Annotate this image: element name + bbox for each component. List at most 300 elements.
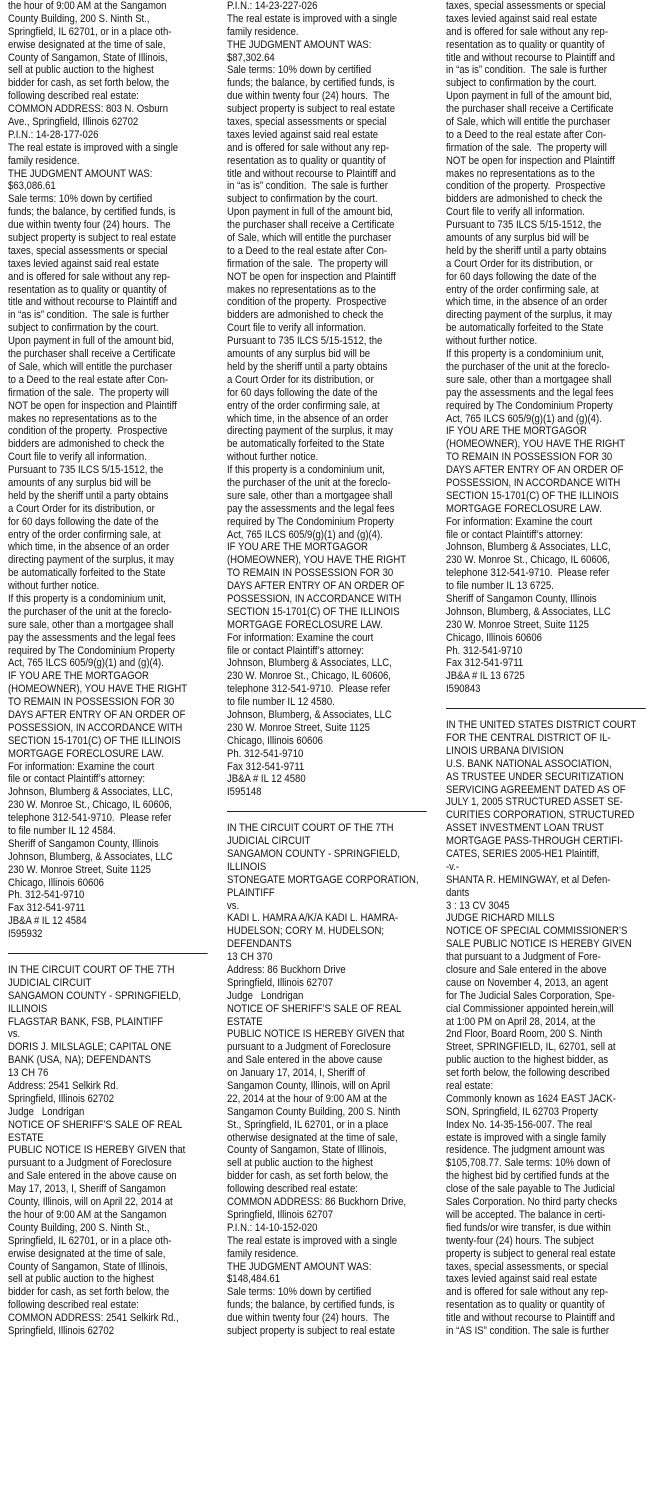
notice-line: SANGAMON COUNTY - SPRINGFIELD, xyxy=(227,848,401,860)
notice-line: the purchaser shall receive a Certificate xyxy=(8,348,176,361)
notice-line: -v.- xyxy=(446,860,460,873)
notice-line: cial Commissioner appointed herein,will xyxy=(446,1002,614,1015)
notice-line: Springfield, Illinois 62702 xyxy=(8,1092,115,1105)
notice-line: of Sale, which will entitle the purchaser xyxy=(8,360,173,373)
notice-line: pay the assessments and the legal fees xyxy=(227,502,395,515)
notice-line: and Sale entered in the above cause on xyxy=(8,1170,177,1183)
notice-line: DAYS AFTER ENTRY OF AN ORDER OF xyxy=(8,708,186,721)
notice-line: I595932 xyxy=(8,928,43,941)
notice-line: subject to confirmation by the court. xyxy=(446,77,597,90)
notice-line: be automatically forfeited to the State xyxy=(8,567,166,580)
notice-line: bidder for cash, as set forth below, the xyxy=(8,77,170,90)
notice-line: IN THE CIRCUIT COURT OF THE 7TH xyxy=(227,822,394,835)
notice-line: FLAGSTAR BANK, FSB, PLAINTIFF xyxy=(8,1015,164,1028)
notice-line: residence. The judgment amount was xyxy=(446,1144,605,1157)
notice-line: JUDICIAL CIRCUIT xyxy=(227,835,311,848)
notice-line: telephone 312-541-9710. Please refer xyxy=(8,812,172,825)
notice-line: to file number IL 13 6725. xyxy=(446,580,554,593)
notice-line: Act, 765 ILCS 605/9(g)(1) and (g)(4). xyxy=(8,657,164,670)
notice-line: Ave., Springfield, Illinois 62702 xyxy=(8,116,139,129)
notice-line: NOT be open for inspection and Plaintiff xyxy=(8,399,177,412)
notice-line: bidder for cash, as set forth below, the xyxy=(227,1170,389,1183)
notice-line: erwise designated at the time of sale, xyxy=(8,38,166,51)
notice-line: twenty-four (24) hours. The subject xyxy=(446,1234,594,1247)
notice-line: NOTICE OF SHERIFF’S SALE OF REAL xyxy=(227,1002,402,1015)
notice-line: SECTION 15-1701(C) OF THE ILLINOIS xyxy=(446,489,619,502)
notice-line: THE JUDGMENT AMOUNT WAS: xyxy=(227,1260,372,1273)
notice-line: title and without recourse to Plaintiff and xyxy=(227,167,396,180)
notice-line: COMMON ADDRESS: 803 N. Osburn xyxy=(8,103,169,116)
notice-line: 230 W. Monroe St., Chicago, IL 60606, xyxy=(227,670,391,683)
notice-line: makes no representations as to the xyxy=(8,412,157,425)
notice-line: vs. xyxy=(8,1028,21,1041)
notice-line: HUDELSON; CORY M. HUDELSON; xyxy=(227,925,385,938)
notice-line: Sangamon County, Illinois, will on April xyxy=(227,1080,391,1093)
notice-line: taxes, special assessments, or special xyxy=(446,1260,609,1273)
notice-line: without further notice. xyxy=(8,580,100,593)
notice-line: and is offered for sale without any rep- xyxy=(227,141,390,154)
notice-line: pursuant to a Judgment of Foreclosure xyxy=(8,1157,172,1170)
notice-line: sell at public auction to the highest xyxy=(8,64,154,77)
notice-line: taxes levied against said real estate xyxy=(8,257,160,270)
notice-line: POSSESSION, IN ACCORDANCE WITH xyxy=(446,476,621,489)
notice-line: property is subject to general real estate xyxy=(446,1247,616,1260)
notice-line: which time, in the absence of an order xyxy=(8,541,170,554)
notice-line: NOT be open for inspection and Plaintiff xyxy=(446,154,615,167)
notice-line: Ph. 312-541-9710 xyxy=(8,889,85,902)
notice-line: 13 CH 76 xyxy=(8,1067,49,1080)
notice-line: COMMON ADDRESS: 2541 Selkirk Rd., xyxy=(8,1312,179,1325)
notice-line: on January 17, 2014, I, Sheriff of xyxy=(227,1067,366,1080)
notice-line: for The Judicial Sales Corporation, Spe- xyxy=(446,989,615,1002)
notice-line: fied funds/or wire transfer, is due within xyxy=(446,1221,611,1234)
notice-line: IF YOU ARE THE MORTGAGOR xyxy=(227,541,368,554)
notice-line: subject property is subject to real estate xyxy=(227,1324,396,1337)
notice-separator xyxy=(446,708,646,709)
notice-line: JULY 1, 2005 STRUCTURED ASSET SE- xyxy=(446,796,623,809)
notice-line: and is offered for sale without any rep- xyxy=(446,1286,609,1299)
notice-line: IF YOU ARE THE MORTGAGOR xyxy=(446,425,587,438)
notice-line: County of Sangamon, State of Illinois, xyxy=(8,1260,168,1273)
notice-line: taxes levied against said real estate xyxy=(446,12,598,25)
notice-line: Court file to verify all information. xyxy=(8,451,147,464)
notice-line: the purchaser of the unit at the foreclo- xyxy=(8,605,172,618)
notice-line: Sangamon County Building, 200 S. Ninth xyxy=(227,1105,401,1118)
notice-line: resentation as to quality or quantity of xyxy=(8,283,167,296)
notice-line: Sale terms: 10% down by certified xyxy=(227,1286,372,1299)
notice-line: St., Springfield, IL 62701, or in a place xyxy=(227,1118,389,1131)
notice-line: For information: Examine the court xyxy=(8,760,155,773)
notice-line: following described real estate: xyxy=(8,90,139,103)
notice-line: the hour of 9:00 AM at the Sangamon xyxy=(8,0,167,12)
notice-line: The real estate is improved with a single xyxy=(227,12,398,25)
notice-separator xyxy=(227,811,427,812)
notice-line: directing payment of the surplus, it may xyxy=(446,309,612,322)
notice-line: (HOMEOWNER), YOU HAVE THE RIGHT xyxy=(446,438,626,451)
notice-line: pay the assessments and the legal fees xyxy=(8,631,176,644)
notice-line: KADI L. HAMRA A/K/A KADI L. HAMRA- xyxy=(227,912,399,925)
notice-line: DAYS AFTER ENTRY OF AN ORDER OF xyxy=(446,464,624,477)
notice-line: family residence. xyxy=(227,1247,299,1260)
notice-line: subject to confirmation by the court. xyxy=(8,322,159,335)
notice-line: FOR THE CENTRAL DISTRICT OF IL- xyxy=(446,731,611,744)
notice-line: POSSESSION, IN ACCORDANCE WITH xyxy=(8,721,183,734)
notice-line: IN THE UNITED STATES DISTRICT COURT xyxy=(446,719,637,732)
legal-notice xyxy=(227,0,427,799)
notice-line: pursuant to a Judgment of Foreclosure xyxy=(227,1041,391,1054)
notice-line: to a Deed to the real estate after Con- xyxy=(446,128,607,141)
notice-line: in “as is” condition. The sale is further xyxy=(8,309,169,322)
notice-line: dants xyxy=(446,886,470,899)
notice-line: public auction to the highest bidder, as xyxy=(446,1054,609,1067)
notice-line: Johnson, Blumberg, & Associates, LLC xyxy=(8,850,173,863)
notice-line: taxes, special assessments or special xyxy=(8,244,168,257)
notice-line: for 60 days following the date of the xyxy=(8,515,159,528)
notice-line: makes no representations as to the xyxy=(446,167,595,180)
notice-line: MORTGAGE FORECLOSURE LAW. xyxy=(446,502,602,515)
notice-line: the purchaser shall receive a Certificate xyxy=(446,103,614,116)
notice-line: $105,708.77. Sale terms: 10% down of xyxy=(446,1157,611,1170)
notice-line: I595148 xyxy=(227,786,262,799)
notice-line: 3 : 13 CV 3045 xyxy=(446,899,510,912)
legal-notice xyxy=(227,822,427,1338)
notice-line: Sheriff of Sangamon County, Illinois xyxy=(446,592,597,605)
notice-line: MORTGAGE PASS-THROUGH CERTIFI- xyxy=(446,835,623,848)
notice-line: For information: Examine the court xyxy=(446,515,593,528)
notice-line: JB&A # IL 13 6725 xyxy=(446,670,525,683)
notice-line: CATES, SERIES 2005-HE1 Plaintiff, xyxy=(446,848,600,860)
legal-notice xyxy=(446,0,646,696)
notice-line: title and without recourse to Plaintiff and xyxy=(8,296,177,309)
notice-line: be automatically forfeited to the State xyxy=(227,438,385,451)
notice-line: 230 W. Monroe Street, Suite 1125 xyxy=(446,618,589,631)
notice-line: and is offered for sale without any rep- xyxy=(446,25,609,38)
notice-line: BANK (USA, NA); DEFENDANTS xyxy=(8,1054,152,1067)
notice-line: Springfield, Illinois 62707 xyxy=(227,976,334,989)
notice-line: STONEGATE MORTGAGE CORPORATION, xyxy=(227,873,419,886)
notice-line: Ph. 312-541-9710 xyxy=(227,747,304,760)
notice-line: IF YOU ARE THE MORTGAGOR xyxy=(8,670,149,683)
notice-line: in “as is” condition. The sale is further xyxy=(446,64,607,77)
notice-line: Commonly known as 1624 EAST JACK- xyxy=(446,1092,616,1105)
notice-line: Fax 312-541-9711 xyxy=(227,760,305,773)
notice-line: taxes, special assessments or special xyxy=(446,0,606,12)
notice-line: bidders are admonished to check the xyxy=(446,193,603,206)
notice-line: following described real estate: xyxy=(227,1183,358,1196)
notice-line: ILLINOIS xyxy=(227,860,267,873)
legal-notice xyxy=(8,964,208,1338)
notice-line: without further notice. xyxy=(227,451,319,464)
notice-line: (HOMEOWNER), YOU HAVE THE RIGHT xyxy=(227,554,407,567)
notice-line: Pursuant to 735 ILCS 5/15-1512, the xyxy=(227,335,383,348)
notice-line: PLAINTIFF xyxy=(227,886,275,899)
notice-line: DEFENDANTS xyxy=(227,938,292,951)
notice-line: taxes, special assessments or special xyxy=(227,116,387,129)
notice-line: JB&A # IL 12 4580 xyxy=(227,773,306,786)
notice-line: Chicago, Illinois 60606 xyxy=(227,734,323,747)
notice-line: of Sale, which will entitle the purchaser xyxy=(227,232,392,245)
legal-notice xyxy=(446,719,646,1338)
notice-line: set forth below, the following described xyxy=(446,1067,610,1080)
notice-line: The real estate is improved with a single xyxy=(227,1234,398,1247)
notice-line: Ph. 312-541-9710 xyxy=(446,644,523,657)
notice-line: file or contact Plaintiff’s attorney: xyxy=(227,644,365,657)
notice-line: Sheriff of Sangamon County, Illinois xyxy=(8,837,159,850)
notice-line: family residence. xyxy=(8,154,80,167)
notice-line: sell at public auction to the highest xyxy=(8,1273,154,1286)
notice-line: funds; the balance, by certified funds, is xyxy=(227,1299,395,1312)
notice-line: Index No. 14-35-156-007. The real xyxy=(446,1118,593,1131)
notice-line: held by the sheriff until a party obtains xyxy=(227,360,388,373)
notice-line: following described real estate: xyxy=(8,1299,139,1312)
notice-line: Chicago, Illinois 60606 xyxy=(446,631,542,644)
notice-line: taxes levied against said real estate xyxy=(227,128,379,141)
notice-line: Act, 765 ILCS 605/9(g)(1) and (g)(4). xyxy=(446,412,602,425)
notice-line: $87,302.64 xyxy=(227,51,275,64)
notice-line: resentation as to quality or quantity of xyxy=(227,154,386,167)
notice-line: Address: 86 Buckhorn Drive xyxy=(227,964,346,977)
notice-line: firmation of the sale. The property will xyxy=(446,141,607,154)
notice-line: County, Illinois, will on April 22, 2014 at xyxy=(8,1196,173,1209)
notice-line: Johnson, Blumberg & Associates, LLC, xyxy=(446,541,611,554)
column-1 xyxy=(8,0,208,1510)
notice-line: funds; the balance, by certified funds, is xyxy=(8,206,176,219)
notice-line: 230 W. Monroe Street, Suite 1125 xyxy=(8,863,151,876)
notice-line: for 60 days following the date of the xyxy=(446,270,597,283)
notice-line: subject property is subject to real estate xyxy=(8,232,177,245)
notice-line: entry of the order confirming sale, at xyxy=(227,399,380,412)
notice-line: to a Deed to the real estate after Con- xyxy=(227,244,388,257)
notice-line: estate is improved with a single family xyxy=(446,1131,607,1144)
notice-line: Johnson, Blumberg & Associates, LLC, xyxy=(8,786,173,799)
notice-line: LINOIS URBANA DIVISION xyxy=(446,744,564,757)
notice-line: file or contact Plaintiff’s attorney: xyxy=(8,773,146,786)
notice-line: close of the sale payable to The Judicial xyxy=(446,1183,615,1196)
notice-line: Sales Corporation. No third party checks xyxy=(446,1196,618,1209)
notice-line: MORTGAGE FORECLOSURE LAW. xyxy=(8,747,164,760)
notice-line: sure sale, other than a mortgagee shall xyxy=(227,489,393,502)
notice-line: U.S. BANK NATIONAL ASSOCIATION, xyxy=(446,757,612,770)
notice-line: which time, in the absence of an order xyxy=(227,412,389,425)
notice-line: 13 CH 370 xyxy=(227,951,273,964)
column-3 xyxy=(446,0,646,1510)
notice-line: required by The Condominium Property xyxy=(446,399,613,412)
notice-line: directing payment of the surplus, it may xyxy=(8,554,174,567)
notice-line: May 17, 2013, I, Sheriff of Sangamon xyxy=(8,1183,166,1196)
notice-line: TO REMAIN IN POSSESSION FOR 30 xyxy=(8,696,175,709)
notice-line: makes no representations as to the xyxy=(227,283,376,296)
notice-line: IN THE CIRCUIT COURT OF THE 7TH xyxy=(8,964,175,977)
notice-line: TO REMAIN IN POSSESSION FOR 30 xyxy=(227,567,394,580)
notice-line: THE JUDGMENT AMOUNT WAS: xyxy=(227,38,372,51)
notice-line: County of Sangamon, State of Illinois, xyxy=(8,51,168,64)
notice-line: ILLINOIS xyxy=(8,1002,48,1015)
notice-line: Act, 765 ILCS 605/9(g)(1) and (g)(4). xyxy=(227,528,383,541)
notice-line: vs. xyxy=(227,899,240,912)
notice-line: funds; the balance, by certified funds, is xyxy=(227,77,395,90)
notice-line: a Court Order for its distribution, or xyxy=(227,373,374,386)
notice-line: title and without recourse to Plaintiff and xyxy=(446,51,615,64)
notice-line: 230 W. Monroe Street, Suite 1125 xyxy=(227,721,370,734)
notice-line: P.I.N.: 14-23-227-026 xyxy=(227,0,318,12)
notice-line: firmation of the sale. The property will xyxy=(8,386,169,399)
legal-notice xyxy=(8,0,208,941)
notice-line: that pursuant to a Judgment of Fore- xyxy=(446,951,601,964)
notice-line: Judge Londrigan xyxy=(227,989,304,1002)
notice-line: For information: Examine the court xyxy=(227,631,374,644)
notice-line: JUDICIAL CIRCUIT xyxy=(8,976,92,989)
notice-line: the hour of 9:00 AM at the Sangamon xyxy=(8,1208,167,1221)
notice-line: and is offered for sale without any rep- xyxy=(8,270,171,283)
notice-line: for 60 days following the date of the xyxy=(227,386,378,399)
notice-line: bidders are admonished to check the xyxy=(227,309,384,322)
notice-line: pay the assessments and the legal fees xyxy=(446,386,614,399)
notice-line: to file number IL 12 4580. xyxy=(227,696,335,709)
notice-line: without further notice. xyxy=(446,335,538,348)
notice-line: subject property is subject to real estate xyxy=(227,103,396,116)
notice-line: Upon payment in full of the amount bid, xyxy=(446,90,612,103)
notice-line: Fax 312-541-9711 xyxy=(446,657,524,670)
notice-line: the purchaser of the unit at the foreclo- xyxy=(446,360,610,373)
notice-line: SON, Springfield, IL 62703 Property xyxy=(446,1105,598,1118)
notice-line: $148,484.61 xyxy=(227,1273,281,1286)
notice-line: sure sale, other than a mortgagee shall xyxy=(446,373,612,386)
notice-line: AS TRUSTEE UNDER SECURITIZATION xyxy=(446,770,624,783)
notice-line: 2nd Floor, Board Room, 200 S. Ninth xyxy=(446,1028,603,1041)
notice-line: amounts of any surplus bid will be xyxy=(8,476,152,489)
notice-line: due within twenty four (24) hours. The xyxy=(227,90,390,103)
notice-line: in “AS IS” condition. The sale is further xyxy=(446,1324,610,1337)
notice-line: 230 W. Monroe St., Chicago, IL 60606, xyxy=(446,554,610,567)
notice-line: JB&A # IL 12 4584 xyxy=(8,915,87,928)
notice-line: due within twenty four (24) hours. The xyxy=(8,219,171,232)
notice-line: a Court Order for its distribution, or xyxy=(8,502,155,515)
notice-line: sure sale, other than a mortgagee shall xyxy=(8,618,174,631)
notice-line: MORTGAGE FORECLOSURE LAW. xyxy=(227,618,383,631)
notice-line: PUBLIC NOTICE IS HEREBY GIVEN that xyxy=(8,1144,186,1157)
notice-line: Fax 312-541-9711 xyxy=(8,902,86,915)
notice-line: Court file to verify all information. xyxy=(446,206,585,219)
notice-line: CURITIES CORPORATION, STRUCTURED xyxy=(446,809,635,822)
notice-line: County Building, 200 S. Ninth St., xyxy=(8,1221,150,1234)
notice-line: entry of the order confirming sale, at xyxy=(446,283,599,296)
notice-line: held by the sheriff until a party obtains xyxy=(446,244,607,257)
notice-line: condition of the property. Prospective xyxy=(8,425,168,438)
notice-line: Johnson, Blumberg & Associates, LLC, xyxy=(227,657,392,670)
notice-line: Johnson, Blumberg, & Associates, LLC xyxy=(446,605,611,618)
notice-line: JUDGE RICHARD MILLS xyxy=(446,912,555,925)
notice-line: amounts of any surplus bid will be xyxy=(227,348,371,361)
notice-line: entry of the order confirming sale, at xyxy=(8,528,161,541)
notice-line: POSSESSION, IN ACCORDANCE WITH xyxy=(227,592,402,605)
notice-line: bidder for cash, as set forth below, the xyxy=(8,1286,170,1299)
notice-line: be automatically forfeited to the State xyxy=(446,322,604,335)
notice-line: Judge Londrigan xyxy=(8,1105,85,1118)
notice-line: County Building, 200 S. Ninth St., xyxy=(8,12,150,25)
notice-line: Upon payment in full of the amount bid, xyxy=(8,335,174,348)
notice-line: title and without recourse to Plaintiff and xyxy=(446,1312,615,1325)
notice-line: and Sale entered in the above cause xyxy=(227,1054,383,1067)
notice-line: 230 W. Monroe St., Chicago, IL 60606, xyxy=(8,799,172,812)
notice-line: the purchaser shall receive a Certificate xyxy=(227,219,395,232)
notice-line: Chicago, Illinois 60606 xyxy=(8,876,104,889)
notice-line: will be accepted. The balance in certi- xyxy=(446,1208,606,1221)
notice-line: which time, in the absence of an order xyxy=(446,296,608,309)
notice-line: subject to confirmation by the court. xyxy=(227,193,378,206)
notice-line: condition of the property. Prospective xyxy=(446,180,606,193)
notice-line: DORIS J. MILSLAGLE; CAPITAL ONE xyxy=(8,1041,172,1054)
notice-line: Springfield, IL 62701, or in a place oth- xyxy=(8,1234,172,1247)
notice-line: Johnson, Blumberg, & Associates, LLC xyxy=(227,708,392,721)
notice-line: Pursuant to 735 ILCS 5/15-1512, the xyxy=(446,219,602,232)
notice-line: Street, SPRINGFIELD, IL, 62701, sell at xyxy=(446,1041,616,1054)
notice-line: otherwise designated at the time of sale, xyxy=(227,1131,398,1144)
notice-line: ESTATE xyxy=(8,1131,44,1144)
notice-line: sell at public auction to the highest xyxy=(227,1157,373,1170)
notice-line: SERVICING AGREEMENT DATED AS OF xyxy=(446,783,626,796)
notice-line: (HOMEOWNER), YOU HAVE THE RIGHT xyxy=(8,683,188,696)
notice-line: ESTATE xyxy=(227,1015,263,1028)
notice-line: a Court Order for its distribution, or xyxy=(446,257,593,270)
notice-line: Sale terms: 10% down by certified xyxy=(227,64,372,77)
notice-line: telephone 312-541-9710. Please refer xyxy=(227,683,391,696)
notice-line: required by The Condominium Property xyxy=(227,515,394,528)
notice-line: due within twenty four (24) hours. The xyxy=(227,1312,390,1325)
notice-line: file or contact Plaintiff’s attorney: xyxy=(446,528,584,541)
notice-line: amounts of any surplus bid will be xyxy=(446,232,590,245)
notice-line: resentation as to quality or quantity of xyxy=(446,1299,605,1312)
column-2 xyxy=(227,0,427,1510)
notice-line: NOTICE OF SPECIAL COMMISSIONER’S xyxy=(446,925,628,938)
notice-line: SECTION 15-1701(C) OF THE ILLINOIS xyxy=(227,605,400,618)
notice-line: COMMON ADDRESS: 86 Buckhorn Drive, xyxy=(227,1196,407,1209)
notice-line: Springfield, Illinois 62707 xyxy=(227,1208,334,1221)
notice-line: erwise designated at the time of sale, xyxy=(8,1247,166,1260)
notice-line: Court file to verify all information. xyxy=(227,322,366,335)
notice-line: NOT be open for inspection and Plaintiff xyxy=(227,270,396,283)
notice-line: If this property is a condominium unit, xyxy=(227,464,385,477)
notice-line: Upon payment in full of the amount bid, xyxy=(227,206,393,219)
notice-line: condition of the property. Prospective xyxy=(227,296,387,309)
notice-line: firmation of the sale. The property will xyxy=(227,257,388,270)
notice-line: in “as is” condition. The sale is further xyxy=(227,180,388,193)
notice-line: $63,086.61 xyxy=(8,180,56,193)
notice-line: Sale terms: 10% down by certified xyxy=(8,193,153,206)
notice-line: directing payment of the surplus, it may xyxy=(227,425,393,438)
notice-line: closure and Sale entered in the above xyxy=(446,964,607,977)
notice-line: SALE PUBLIC NOTICE IS HEREBY GIVEN xyxy=(446,938,632,951)
notice-line: ASSET INVESTMENT LOAN TRUST xyxy=(446,822,604,835)
notice-line: NOTICE OF SHERIFF’S SALE OF REAL xyxy=(8,1118,183,1131)
notice-separator xyxy=(8,953,208,954)
notice-line: Springfield, Illinois 62702 xyxy=(8,1324,115,1337)
notice-line: of Sale, which will entitle the purchaser xyxy=(446,116,611,129)
notice-line: to file number IL 12 4584. xyxy=(8,825,116,837)
notice-line: at 1:00 PM on April 28, 2014, at the xyxy=(446,1015,596,1028)
notice-line: The real estate is improved with a single xyxy=(8,141,179,154)
notice-line: held by the sheriff until a party obtains xyxy=(8,489,169,502)
notice-line: SHANTA R. HEMINGWAY, et al Defen- xyxy=(446,873,611,886)
notice-line: cause on November 4, 2013, an agent xyxy=(446,976,609,989)
notice-line: THE JUDGMENT AMOUNT WAS: xyxy=(8,167,153,180)
notice-line: SANGAMON COUNTY - SPRINGFIELD, xyxy=(8,989,182,1002)
notice-line: family residence. xyxy=(227,25,299,38)
notice-line: PUBLIC NOTICE IS HEREBY GIVEN that xyxy=(227,1028,405,1041)
notice-line: TO REMAIN IN POSSESSION FOR 30 xyxy=(446,451,613,464)
notice-line: telephone 312-541-9710. Please refer xyxy=(446,567,610,580)
notice-line: SECTION 15-1701(C) OF THE ILLINOIS xyxy=(8,734,181,747)
notice-line: taxes levied against said real estate xyxy=(446,1273,598,1286)
